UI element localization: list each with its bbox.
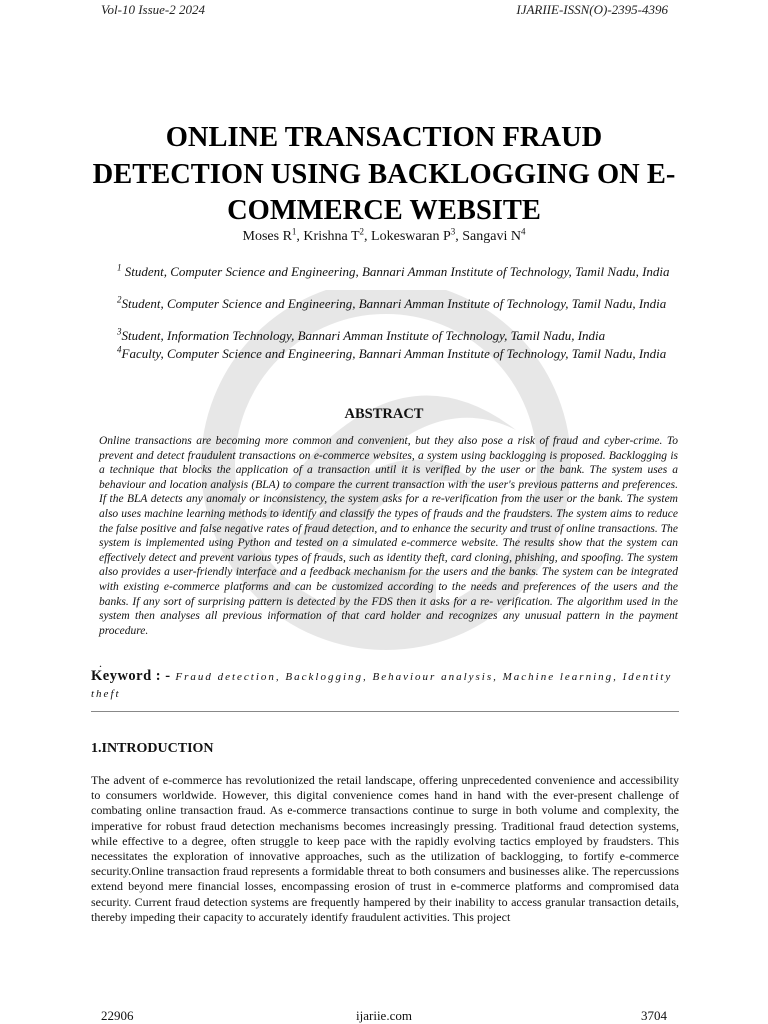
author-name: Sangavi N — [462, 229, 521, 244]
affiliation-4 — [90, 346, 680, 362]
affiliation-text: Student, Computer Science and Engineering, Bannari Amman Institute of Technology, Tamil Nadu, India — [121, 296, 667, 311]
affiliation-1 — [90, 264, 680, 280]
affiliation-superscript: 2 — [117, 294, 122, 305]
stray-dot: . — [99, 656, 102, 670]
affiliation-superscript: 1 — [117, 262, 122, 273]
keyword-terms: Fraud detection, Backlogging, Behaviour analysis, Machine learning, Identity theft — [91, 671, 673, 700]
affiliation-text: Faculty, Computer Science and Engineering, Bannari Amman Institute of Technology, Tamil Nadu, India — [121, 346, 667, 361]
affiliation-3 — [90, 328, 680, 344]
author-superscript: 2 — [359, 226, 365, 237]
affiliation-superscript: 3 — [117, 326, 122, 337]
affiliation-text: Student, Information Technology, Bannari Amman Institute of Technology, Tamil Nadu, India — [121, 328, 606, 343]
affiliation-superscript: 4 — [117, 344, 122, 355]
footer-paper-id: 22906 — [101, 1008, 134, 1023]
author-superscript: 1 — [291, 226, 297, 237]
abstract-heading: ABSTRACT — [344, 406, 424, 422]
introduction-body: The advent of e-commerce has revolutionized the retail landscape, offering unprecedented convenience and accessibility to consumers worldwide. However, this digital convenience comes hand in hand with the ever-present challenge of combating online transaction fraud. As e-commerce transactions continue to surge in both volume and complexity, the imperative for robust fraud detection mechanisms becomes increasingly pressing. Traditional fraud detection systems, while effective to a degree, often struggle to keep pace with the rapidly evolving tactics employed by fraudsters. This necessitates the exploration of innovative approaches, such as the utilization of backlogging, to fortify e-commerce security.Online transaction fraud represents a formidable threat to both consumers and businesses alike. The repercussions extend beyond mere financial losses, encompassing erosion of trust in e-commerce platforms and compromised data security. Current fraud detection systems are frequently hampered by their inability to access granular transaction details, thereby impeding their capacity to accurately identify fraudulent activities. This project — [91, 773, 679, 924]
author-name: Krishna T — [303, 229, 360, 244]
footer-site-link[interactable]: ijariie.com — [356, 1008, 412, 1023]
footer-page-number: 3704 — [641, 1008, 667, 1023]
keyword-line — [91, 668, 679, 703]
section-divider — [91, 711, 679, 712]
author-name: Lokeswaran P — [371, 229, 451, 244]
introduction-heading: 1.INTRODUCTION — [91, 741, 214, 756]
author-superscript: 3 — [450, 226, 456, 237]
author-superscript: 4 — [520, 226, 526, 237]
journal-volume: Vol-10 Issue-2 2024 — [101, 2, 205, 17]
author-list: Moses $R^1$, Krishna $T^2$, Lokeswaran $P^3$, Sangavi $N^4$ — [242, 226, 526, 244]
affiliation-text: Student, Computer Science and Engineering, Bannari Amman Institute of Technology, Tamil Nadu, India — [121, 264, 670, 279]
keyword-label: Keyword : - — [91, 668, 171, 684]
abstract-body: Online transactions are becoming more common and convenient, but they also pose a risk of fraud and cyber-crime. To prevent and detect fraudulent transactions on e-commerce websites, a system using backlogging is proposed. Backlogging is a technique that blocks the application of a transaction until it is verified by the user or the bank. The system uses a behaviour and location analysis (BLA) to compare the current transaction with the user's previous patterns and preferences. If the BLA detects any anomaly or inconsistency, the system asks for a re-verification from the user or the bank. The system also uses machine learning methods to identify and classify the types of frauds and the fraudsters. The system aims to reduce the false positive and false negative rates of fraud detection, and to enhance the security and trust of online transactions. The system is implemented using Python and tested on a simulated e-commerce website. The results show that the system can effectively detect and prevent various types of frauds, such as identity theft, card cloning, phishing, and spoofing. The system also provides a user-friendly interface and a feedback mechanism for the users and the banks. The system can be integrated with existing e-commerce platforms and can be customized according to the needs and preferences of the users and the banks. If any sort of surprising pattern is detected by the FDS then it asks for a re- verification. The algorithm used in the system then analyses all previous information of that card holder and recognizes any unusual pattern in the payment procedure. — [99, 435, 678, 637]
paper-title: ONLINE TRANSACTION FRAUD DETECTION USING BACKLOGGING ON E-COMMERCE WEBSITE — [92, 122, 676, 226]
journal-issn: IJARIIE-ISSN(O)-2395-4396 — [516, 2, 668, 17]
author-name: Moses R — [242, 229, 292, 244]
affiliation-2 — [90, 296, 680, 312]
